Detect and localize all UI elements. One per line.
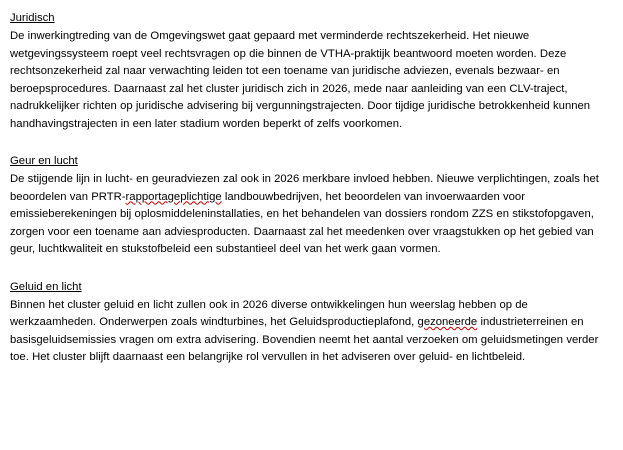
section-heading-geur-en-lucht: Geur en lucht (10, 155, 78, 167)
spelling-error-text: gezoneerde (417, 316, 478, 328)
section-body-geur-en-lucht (10, 171, 601, 259)
section-geluid-en-licht (10, 279, 601, 367)
section-body-geluid-en-licht (10, 297, 601, 367)
paragraph-text: Binnen het cluster geluid en licht zullen ook in 2026 diverse ontwikkelingen hun weerslag hebben op de werkzaamheden. Onderwerpen zoals windturbines, het Geluidsproductieplafond, (10, 298, 528, 328)
paragraph-text: landbouwbedrijven, het beoordelen van invoerwaarden voor emissieberekeningen bij oplosmiddeleninstallaties, en het behandelen van dossiers rondom ZZS en stikstofopgaven, zorgen voor een toename aan adviesproducten. Daarnaast zal het meedenken over vraagstukken op het gebied van geur, luchtkwaliteit en stukstofbeleid een substantieel deel van het werk gaan vormen. (10, 190, 594, 255)
section-geur-en-lucht (10, 153, 601, 259)
section-juridisch (10, 10, 601, 133)
section-heading-geluid-en-licht: Geluid en licht (10, 280, 82, 293)
paragraph-text: De inwerkingtreding van de Omgevingswet gaat gepaard met verminderde rechtszekerheid. Het nieuwe wetgevingssysteem roept veel rechtsvragen op die binnen de VTHA-praktijk beantwoord moeten worden. Deze rechtsonzekerheid zal naar verwachting leiden tot een toename van juridische adviezen, evenals bezwaar- en beroepsprocedures. Daarnaast zal het cluster juridisch zich in 2026, mede naar aanleiding van een CLV-traject, nadrukkelijker richten op juridische advisering bij vergunningstrajecten. Door tijdige juridische betrokkenheid kunnen handhavingstrajecten in een later stadium worden beperkt of zelfs voorkomen. (10, 30, 591, 130)
section-heading-juridisch: Juridisch (10, 12, 55, 24)
spelling-error-text: rapportageplichtige (125, 190, 222, 203)
paragraph-text: industrieterreinen en basisgeluidsemissies vragen om extra advisering. Bovendien neemt het aantal verzoeken om geluidsmetingen verder toe. Het cluster blijft daarnaast een belangrijke rol vervullen in het adviseren over geluid- en lichtbeleid. (10, 316, 599, 363)
paragraph-text: De stijgende lijn in lucht- en geuradviezen zal ook in 2026 merkbare invloed hebben. Nieuwe verplichtingen, zoals het beoordelen van PRTR- (10, 173, 599, 203)
section-body-juridisch (10, 28, 601, 133)
